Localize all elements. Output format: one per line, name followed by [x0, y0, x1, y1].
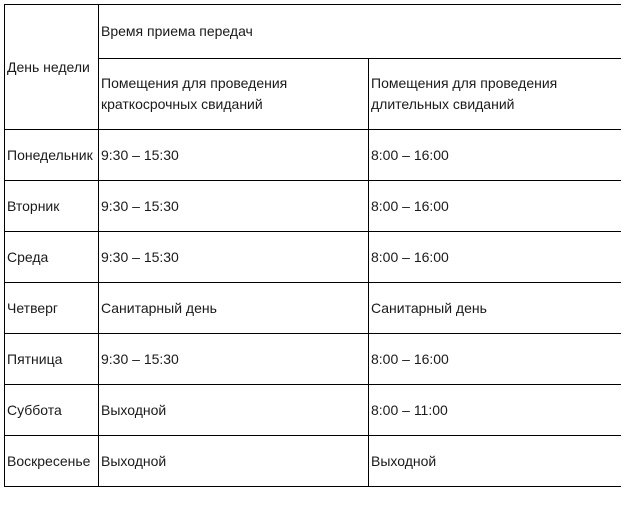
- table-row: [5, 232, 621, 283]
- table-row: [5, 334, 621, 385]
- short-visit-time: Санитарный день: [99, 283, 369, 334]
- day-cell: Воскресенье: [5, 436, 99, 487]
- short-visit-time: Выходной: [99, 436, 369, 487]
- long-visit-time: Выходной: [369, 436, 621, 487]
- day-cell: Вторник: [5, 181, 99, 232]
- short-visit-time: 9:30 – 15:30: [99, 181, 369, 232]
- long-visit-time: 8:00 – 11:00: [369, 385, 621, 436]
- day-of-week-header: День недели: [5, 5, 99, 130]
- short-visit-time: Выходной: [99, 385, 369, 436]
- table-row: [5, 385, 621, 436]
- delivery-time-header: Время приема передач: [99, 5, 621, 59]
- short-visit-time: 9:30 – 15:30: [99, 232, 369, 283]
- long-visit-time: 8:00 – 16:00: [369, 232, 621, 283]
- short-visit-time: 9:30 – 15:30: [99, 334, 369, 385]
- table-row: [5, 436, 621, 487]
- header-row: [5, 5, 621, 59]
- day-cell: Среда: [5, 232, 99, 283]
- day-cell: Пятница: [5, 334, 99, 385]
- table-row: [5, 181, 621, 232]
- day-cell: Суббота: [5, 385, 99, 436]
- long-visit-time: 8:00 – 16:00: [369, 130, 621, 181]
- table-row: [5, 283, 621, 334]
- day-cell: Четверг: [5, 283, 99, 334]
- short-visits-header: Помещения для проведения краткосрочных свиданий: [99, 59, 369, 130]
- schedule-table: [4, 4, 621, 487]
- short-visit-time: 9:30 – 15:30: [99, 130, 369, 181]
- long-visit-time: 8:00 – 16:00: [369, 334, 621, 385]
- table-row: [5, 130, 621, 181]
- long-visits-header: Помещения для проведения длительных свиданий: [369, 59, 621, 130]
- day-cell: Понедельник: [5, 130, 99, 181]
- long-visit-time: 8:00 – 16:00: [369, 181, 621, 232]
- long-visit-time: Санитарный день: [369, 283, 621, 334]
